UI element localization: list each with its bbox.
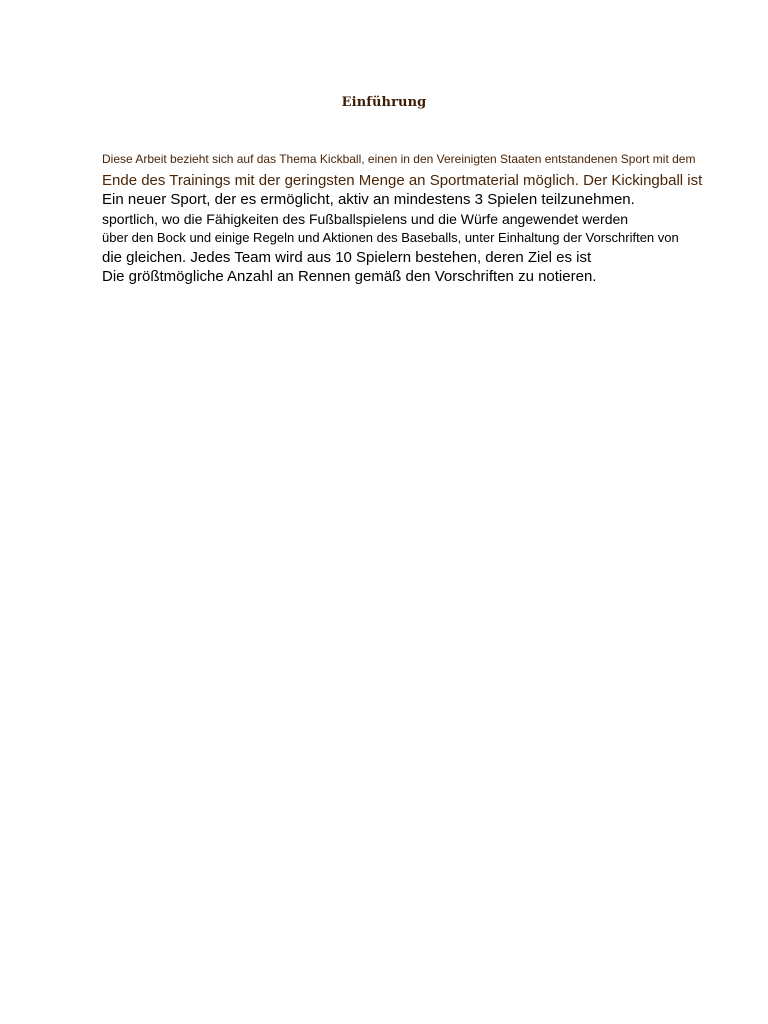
paragraph-line-1: Diese Arbeit bezieht sich auf das Thema Kickball, einen in den Vereinigten Staaten entstandenen Sport mit dem bbox=[102, 152, 696, 166]
paragraph-line-3: Ein neuer Sport, der es ermöglicht, aktiv an mindestens 3 Spielen teilzunehmen. bbox=[102, 191, 635, 208]
paragraph-line-2: Ende des Trainings mit der geringsten Menge an Sportmaterial möglich. Der Kickingball ist bbox=[102, 172, 703, 189]
paragraph-line-7: Die größtmögliche Anzahl an Rennen gemäß den Vorschriften zu notieren. bbox=[102, 268, 597, 285]
paragraph-line-5: über den Bock und einige Regeln und Aktionen des Baseballs, unter Einhaltung der Vorschriften von bbox=[102, 230, 679, 245]
paragraph-line-6: die gleichen. Jedes Team wird aus 10 Spielern bestehen, deren Ziel es ist bbox=[102, 249, 592, 266]
document-title: Einführung bbox=[341, 95, 427, 110]
paragraph-line-4: sportlich, wo die Fähigkeiten des Fußballspielens und die Würfe angewendet werden bbox=[102, 211, 629, 227]
